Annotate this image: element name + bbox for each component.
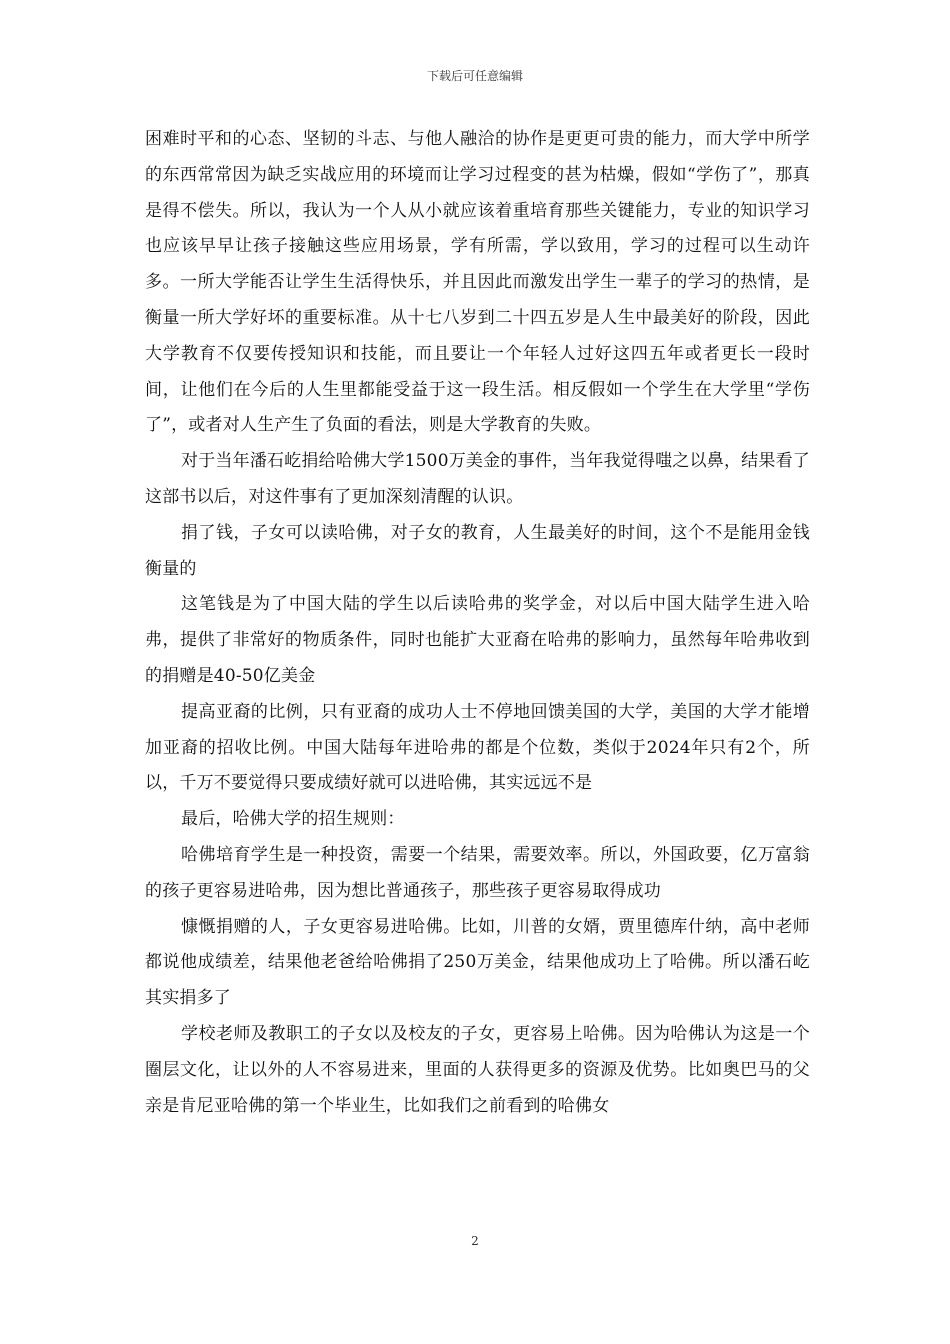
paragraph-5: 提高亚裔的比例，只有亚裔的成功人士不停地回馈美国的大学，美国的大学才能增加亚裔的招收比例。中国大陆每年进哈弗的都是个位数，类似于2024年只有2个，所以，千万不要觉得只要成绩好就可以进哈佛，其实远远不是 (145, 701, 810, 794)
page-number: 2 (471, 1234, 479, 1248)
paragraph-9: 学校老师及教职工的子女以及校友的子女，更容易上哈佛。因为哈佛认为这是一个圈层文化，让以外的人不容易进来，里面的人获得更多的资源及优势。比如奥巴马的父亲是肯尼亚哈佛的第一个毕业生，比如我们之前看到的哈佛女 (145, 1023, 810, 1116)
paragraph-4: 这笔钱是为了中国大陆的学生以后读哈弗的奖学金，对以后中国大陆学生进入哈弗，提供了非常好的物质条件，同时也能扩大亚裔在哈弗的影响力，虽然每年哈弗收到的捐赠是40-50亿美金 (145, 594, 810, 686)
document-body (145, 122, 810, 1124)
paragraph-1: 困难时平和的心态、坚韧的斗志、与他人融洽的协作是更更可贵的能力，而大学中所学的东西常常因为缺乏实战应用的环境而让学习过程变的甚为枯燥，假如“学伤了”，那真是得不偿失。所以，我认为一个人从小就应该着重培育那些关键能力，专业的知识学习也应该早早让孩子接触这些应用场景，学有所需，学以致用，学习的过程可以生动许多。一所大学能否让学生生活得快乐，并且因此而激发出学生一辈子的学习的热情，是衡量一所大学好坏的重要标准。从十七八岁到二十四五岁是人生中最美好的阶段，因此大学教育不仅要传授知识和技能，而且要让一个年轻人过好这四五年或者更长一段时间，让他们在今后的人生里都能受益于这一段生活。相反假如一个学生在大学里“学伤了”，或者对人生产生了负面的看法，则是大学教育的失败。 (145, 129, 810, 436)
paragraph-8: 慷慨捐赠的人，子女更容易进哈佛。比如，川普的女婿，贾里德库什纳，高中老师都说他成绩差，结果他老爸给哈佛捐了250万美金，结果他成功上了哈佛。所以潘石屹其实捐多了 (145, 916, 810, 1009)
page-header: 下载后可任意编辑 (426, 69, 523, 83)
paragraph-2: 对于当年潘石屹捐给哈佛大学1500万美金的事件，当年我觉得嗤之以鼻，结果看了这部书以后，对这件事有了更加深刻清醒的认识。 (145, 451, 810, 507)
paragraph-6: 最后，哈佛大学的招生规则： (181, 809, 405, 830)
paragraph-3: 捐了钱，子女可以读哈佛，对子女的教育，人生最美好的时间，这个不是能用金钱衡量的 (145, 522, 810, 579)
paragraph-7: 哈佛培育学生是一种投资，需要一个结果，需要效率。所以，外国政要，亿万富翁的孩子更容易进哈弗，因为想比普通孩子，那些孩子更容易取得成功 (145, 844, 810, 901)
